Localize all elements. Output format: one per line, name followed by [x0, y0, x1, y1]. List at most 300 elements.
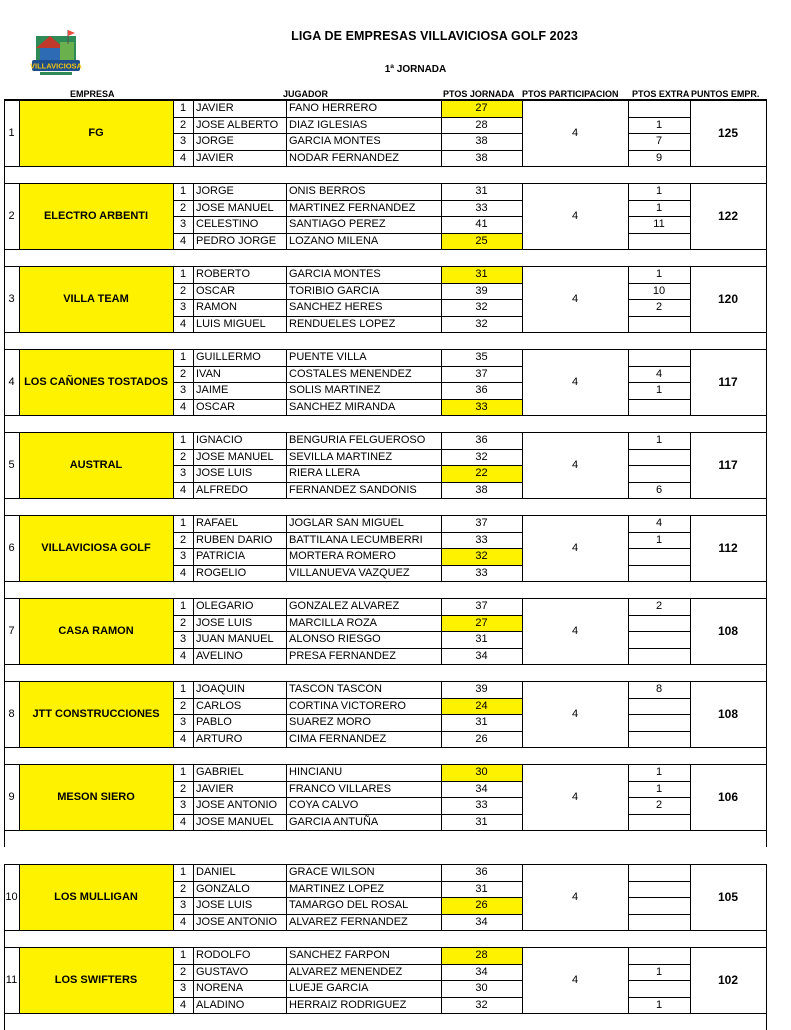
grid-line	[173, 698, 522, 699]
grid-line	[173, 200, 522, 201]
column-header-ptos-jornada: PTOS JORNADA	[443, 89, 515, 99]
grid-line	[4, 432, 767, 433]
ptos-extra-value: 7	[655, 135, 663, 148]
player-number: 1	[179, 102, 187, 114]
grid-line	[766, 864, 767, 931]
player-last-name: GONZALEZ ALVAREZ	[289, 600, 400, 612]
player-first-name: JAIME	[196, 384, 229, 397]
column-header-jugador: JUGADOR	[283, 89, 329, 99]
player-last-name: COSTALES MENENDEZ	[289, 367, 412, 380]
grid-line	[628, 964, 690, 965]
grid-line	[173, 316, 522, 317]
grid-line	[173, 997, 522, 998]
grid-line	[4, 249, 5, 266]
grid-line	[286, 183, 287, 250]
ptos-participacion-value: 4	[571, 625, 579, 638]
player-first-name: OLEGARIO	[196, 600, 254, 612]
ptos-jornada-value: 36	[475, 384, 488, 397]
grid-line	[193, 515, 194, 582]
grid-line	[193, 681, 194, 748]
ptos-jornada-value: 33	[475, 400, 488, 413]
ptos-jornada-value: 33	[475, 201, 488, 214]
grid-line	[766, 664, 767, 681]
ptos-jornada-value: 34	[475, 649, 488, 662]
player-last-name: SANCHEZ MIRANDA	[289, 400, 396, 413]
ptos-jornada-value: 34	[475, 782, 488, 795]
ptos-participacion-value: 4	[571, 891, 579, 904]
team-name: CASA RAMON	[58, 625, 134, 638]
grid-line	[766, 266, 767, 333]
grid-line	[286, 349, 287, 416]
player-number: 1	[179, 683, 187, 695]
player-last-name: GARCIA ANTUÑA	[289, 815, 379, 828]
grid-line	[766, 747, 767, 764]
player-last-name: MARTINEZ FERNANDEZ	[289, 201, 416, 214]
player-first-name: JOSE LUIS	[196, 467, 253, 480]
grid-line	[286, 100, 287, 167]
grid-line	[4, 864, 5, 931]
team-total-points: 108	[717, 624, 739, 639]
ptos-jornada-value: 38	[475, 135, 488, 148]
grid-line	[522, 349, 523, 416]
grid-line	[4, 349, 767, 350]
player-first-name: OSCAR	[196, 400, 236, 413]
grid-line	[4, 664, 5, 681]
player-last-name: CIMA FERNANDEZ	[289, 732, 387, 745]
grid-line	[766, 515, 767, 582]
grid-line	[690, 598, 691, 665]
ptos-jornada-value: 41	[475, 218, 488, 231]
grid-line	[628, 366, 690, 367]
player-last-name: ONIS BERROS	[289, 185, 366, 197]
ptos-jornada-value: 35	[475, 351, 488, 363]
grid-line	[441, 183, 442, 250]
player-first-name: RAMON	[196, 301, 237, 314]
grid-line	[173, 482, 522, 483]
player-first-name: ROBERTO	[196, 268, 250, 280]
ptos-participacion-value: 4	[571, 127, 579, 140]
ptos-extra-value: 9	[655, 151, 663, 164]
grid-line	[4, 581, 767, 582]
player-first-name: RUBEN DARIO	[196, 533, 273, 546]
ptos-extra-value: 2	[655, 600, 663, 612]
player-first-name: JAVIER	[196, 782, 234, 795]
ptos-jornada-value: 33	[475, 566, 488, 579]
player-first-name: JOSE MANUEL	[196, 815, 274, 828]
grid-line	[628, 133, 690, 134]
grid-line	[4, 664, 767, 665]
ptos-jornada-value: 25	[475, 234, 488, 247]
grid-line	[173, 764, 174, 831]
grid-line	[441, 764, 442, 831]
grid-line	[522, 183, 523, 250]
grid-line	[441, 266, 442, 333]
grid-line	[4, 332, 767, 333]
ptos-participacion-value: 4	[571, 293, 579, 306]
ptos-participacion-value: 4	[571, 791, 579, 804]
grid-line	[766, 332, 767, 349]
team-rank: 7	[8, 625, 15, 638]
grid-line	[628, 532, 690, 533]
ptos-jornada-value: 26	[475, 899, 488, 912]
ptos-jornada-value: 31	[475, 815, 488, 828]
grid-line	[628, 233, 690, 234]
player-first-name: ROGELIO	[196, 566, 247, 579]
grid-line	[173, 615, 522, 616]
player-last-name: COYA CALVO	[289, 799, 359, 812]
grid-line	[286, 947, 287, 1014]
grid-line	[19, 432, 20, 499]
grid-line	[628, 814, 690, 815]
player-last-name: ALVAREZ MENENDEZ	[289, 965, 403, 978]
player-first-name: RODOLFO	[196, 949, 251, 961]
grid-line	[4, 415, 5, 432]
grid-line	[193, 764, 194, 831]
ptos-jornada-value: 34	[475, 915, 488, 928]
player-last-name: VILLANUEVA VAZQUEZ	[289, 566, 410, 579]
grid-line	[628, 631, 690, 632]
player-first-name: JUAN MANUEL	[196, 633, 274, 646]
player-last-name: RIERA LLERA	[289, 467, 360, 480]
grid-line	[4, 864, 767, 865]
grid-line	[441, 947, 442, 1014]
player-number: 1	[179, 766, 187, 778]
grid-line	[173, 133, 522, 134]
grid-line	[4, 99, 767, 100]
player-first-name: DANIEL	[196, 866, 236, 878]
player-number: 3	[179, 633, 187, 646]
ptos-jornada-value: 33	[475, 533, 488, 546]
ptos-extra-value: 1	[655, 384, 663, 397]
grid-line	[766, 581, 767, 598]
grid-line	[766, 183, 767, 250]
grid-line	[4, 947, 5, 1014]
team-total-points: 105	[717, 890, 739, 905]
grid-line	[441, 432, 442, 499]
grid-line	[628, 914, 690, 915]
player-number: 3	[179, 799, 187, 812]
team-total-points: 125	[717, 126, 739, 141]
player-first-name: IGNACIO	[196, 434, 243, 446]
player-number: 1	[179, 351, 187, 363]
player-last-name: HINCIANU	[289, 766, 343, 778]
grid-line	[173, 266, 174, 333]
grid-line	[522, 598, 523, 665]
player-number: 2	[179, 616, 187, 629]
player-last-name: NODAR FERNANDEZ	[289, 151, 400, 164]
ptos-jornada-value: 26	[475, 732, 488, 745]
grid-line	[19, 349, 20, 416]
player-last-name: FRANCO VILLARES	[289, 782, 392, 795]
grid-line	[4, 332, 5, 349]
player-last-name: GARCIA MONTES	[289, 135, 381, 148]
team-rank: 5	[8, 459, 15, 472]
player-first-name: PABLO	[196, 716, 232, 729]
grid-line	[173, 881, 522, 882]
player-last-name: TORIBIO GARCIA	[289, 284, 380, 297]
ptos-jornada-value: 32	[475, 301, 488, 314]
player-first-name: CELESTINO	[196, 218, 259, 231]
grid-line	[173, 150, 522, 151]
grid-line	[173, 233, 522, 234]
grid-line	[4, 498, 5, 515]
player-first-name: JOSE ANTONIO	[196, 799, 278, 812]
grid-line	[522, 681, 523, 748]
grid-line	[441, 598, 442, 665]
player-number: 1	[179, 434, 187, 446]
grid-line	[690, 515, 691, 582]
team-total-points: 112	[718, 541, 738, 556]
grid-line	[173, 515, 174, 582]
grid-line	[766, 249, 767, 266]
player-first-name: OSCAR	[196, 284, 236, 297]
grid-line	[628, 897, 690, 898]
ptos-extra-value: 6	[655, 483, 663, 496]
grid-line	[286, 515, 287, 582]
team-rank: 9	[8, 791, 15, 804]
player-last-name: LUEJE GARCIA	[289, 982, 369, 995]
grid-line	[766, 166, 767, 183]
grid-line	[4, 598, 5, 665]
grid-line	[4, 681, 767, 682]
player-number: 2	[179, 118, 187, 131]
grid-line	[173, 631, 522, 632]
player-number: 1	[179, 268, 187, 280]
grid-line	[441, 100, 442, 167]
player-number: 3	[179, 135, 187, 148]
ptos-jornada-value: 31	[475, 633, 488, 646]
ptos-extra-value: 4	[655, 517, 663, 529]
player-last-name: SANTIAGO PEREZ	[289, 218, 386, 231]
ptos-jornada-value: 30	[475, 766, 488, 778]
grid-line	[4, 930, 767, 931]
team-total-points: 108	[717, 707, 739, 722]
player-first-name: IVAN	[196, 367, 221, 380]
grid-line	[173, 980, 522, 981]
team-total-points: 102	[717, 973, 739, 988]
player-number: 4	[179, 815, 187, 828]
grid-line	[173, 399, 522, 400]
grid-line	[286, 864, 287, 931]
player-number: 4	[179, 483, 187, 496]
grid-line	[173, 731, 522, 732]
grid-line	[441, 349, 442, 416]
grid-line	[690, 764, 691, 831]
player-last-name: SANCHEZ HERES	[289, 301, 383, 314]
grid-line	[628, 183, 629, 250]
player-last-name: ALONSO RIESGO	[289, 633, 381, 646]
grid-line	[4, 830, 767, 831]
logo-text: VILLAVICIOSA	[30, 61, 82, 71]
ptos-jornada-value: 33	[475, 799, 488, 812]
grid-line	[173, 648, 522, 649]
player-number: 2	[179, 533, 187, 546]
grid-line	[193, 183, 194, 250]
grid-line	[173, 449, 522, 450]
player-last-name: SEVILLA MARTINEZ	[289, 450, 393, 463]
player-last-name: BATTILANA LECUMBERRI	[289, 533, 423, 546]
grid-line	[173, 598, 174, 665]
ptos-jornada-value: 38	[475, 151, 488, 164]
player-number: 4	[179, 151, 187, 164]
grid-line	[173, 100, 174, 167]
grid-line	[690, 100, 691, 167]
player-number: 4	[179, 732, 187, 745]
ptos-extra-value: 4	[655, 367, 663, 380]
ptos-participacion-value: 4	[571, 708, 579, 721]
ptos-jornada-value: 28	[475, 118, 488, 131]
team-rank: 6	[8, 542, 15, 555]
player-last-name: HERRAIZ RODRIGUEZ	[289, 998, 407, 1011]
player-last-name: LOZANO MILENA	[289, 234, 379, 247]
column-header-empresa: EMPRESA	[70, 89, 115, 99]
ptos-extra-value: 8	[655, 683, 663, 695]
player-first-name: AVELINO	[196, 649, 243, 662]
ptos-jornada-value: 32	[475, 998, 488, 1011]
grid-line	[628, 349, 629, 416]
grid-line	[173, 681, 174, 748]
player-first-name: GUSTAVO	[196, 965, 249, 978]
ptos-extra-value: 2	[655, 301, 663, 314]
grid-line	[628, 117, 690, 118]
player-last-name: CORTINA VICTORERO	[289, 699, 406, 712]
grid-line	[628, 465, 690, 466]
player-number: 4	[179, 234, 187, 247]
grid-line	[19, 598, 20, 665]
grid-line	[766, 100, 767, 167]
grid-line	[441, 515, 442, 582]
player-number: 3	[179, 899, 187, 912]
grid-line	[4, 747, 5, 764]
player-first-name: NORENA	[196, 982, 244, 995]
grid-line	[628, 432, 629, 499]
grid-line	[193, 266, 194, 333]
grid-line	[286, 598, 287, 665]
grid-line	[4, 747, 767, 748]
player-number: 1	[179, 600, 187, 612]
player-last-name: TAMARGO DEL ROSAL	[289, 899, 409, 912]
grid-line	[4, 183, 5, 250]
grid-line	[522, 947, 523, 1014]
player-number: 3	[179, 550, 187, 563]
ptos-jornada-value: 34	[475, 965, 488, 978]
ptos-jornada-value: 31	[475, 185, 488, 197]
ptos-extra-value: 1	[655, 998, 663, 1011]
grid-line	[628, 980, 690, 981]
player-number: 4	[179, 400, 187, 413]
grid-line	[628, 515, 629, 582]
player-first-name: RAFAEL	[196, 517, 239, 529]
player-last-name: PUENTE VILLA	[289, 351, 367, 363]
player-last-name: MARTINEZ LOPEZ	[289, 882, 385, 895]
grid-line	[628, 200, 690, 201]
grid-line	[4, 266, 5, 333]
grid-line	[193, 432, 194, 499]
player-number: 4	[179, 566, 187, 579]
column-header-ptos-extra: PTOS EXTRA	[632, 89, 690, 99]
page-title: LIGA DE EMPRESAS VILLAVICIOSA GOLF 2023	[291, 29, 578, 43]
ptos-jornada-value: 27	[475, 616, 488, 629]
grid-line	[628, 598, 629, 665]
team-total-points: 106	[717, 790, 739, 805]
grid-line	[628, 382, 690, 383]
ptos-extra-value: 1	[655, 434, 663, 446]
ptos-jornada-value: 32	[475, 550, 488, 563]
grid-line	[19, 183, 20, 250]
ptos-participacion-value: 4	[571, 376, 579, 389]
player-first-name: ALADINO	[196, 998, 245, 1011]
player-number: 4	[179, 915, 187, 928]
grid-line	[286, 764, 287, 831]
grid-line	[4, 947, 767, 948]
grid-line	[4, 764, 767, 765]
ptos-jornada-value: 31	[475, 882, 488, 895]
player-first-name: JAVIER	[196, 102, 234, 114]
team-total-points: 117	[718, 375, 738, 390]
grid-line	[628, 299, 690, 300]
grid-line	[690, 349, 691, 416]
grid-line	[766, 764, 767, 831]
player-first-name: JOSE ANTONIO	[196, 915, 278, 928]
grid-line	[628, 100, 629, 167]
grid-line	[4, 930, 5, 947]
grid-line	[628, 764, 629, 831]
grid-line	[173, 299, 522, 300]
player-number: 3	[179, 301, 187, 314]
grid-line	[173, 216, 522, 217]
team-rank: 10	[5, 891, 18, 904]
player-first-name: GONZALO	[196, 882, 250, 895]
player-last-name: SANCHEZ FARPON	[289, 949, 390, 961]
grid-line	[4, 515, 5, 582]
grid-line	[441, 681, 442, 748]
column-header-puntos-empr: PUNTOS EMPR.	[691, 89, 760, 99]
ptos-extra-value: 11	[653, 218, 665, 231]
grid-line	[628, 698, 690, 699]
player-first-name: JORGE	[196, 185, 234, 197]
player-last-name: GARCIA MONTES	[289, 268, 381, 280]
player-first-name: JOSE ALBERTO	[196, 118, 279, 131]
grid-line	[690, 947, 691, 1014]
grid-line	[766, 830, 767, 847]
grid-line	[173, 814, 522, 815]
grid-line	[4, 415, 767, 416]
grid-line	[173, 349, 174, 416]
grid-line	[628, 681, 629, 748]
grid-line	[766, 1013, 767, 1030]
grid-line	[19, 100, 20, 167]
player-first-name: GUILLERMO	[196, 351, 261, 363]
ptos-extra-value: 1	[655, 965, 663, 978]
ptos-jornada-value: 27	[475, 102, 488, 114]
player-first-name: JAVIER	[196, 151, 234, 164]
grid-line	[173, 714, 522, 715]
player-number: 2	[179, 284, 187, 297]
player-last-name: MARCILLA ROZA	[289, 616, 378, 629]
grid-line	[173, 432, 174, 499]
grid-line	[628, 482, 690, 483]
team-total-points: 122	[717, 209, 739, 224]
player-number: 2	[179, 450, 187, 463]
column-header-ptos-participacion: PTOS PARTICIPACION	[522, 89, 619, 99]
grid-line	[766, 681, 767, 748]
grid-line	[4, 764, 5, 831]
ptos-jornada-value: 37	[475, 367, 488, 380]
grid-line	[19, 515, 20, 582]
player-number: 2	[179, 965, 187, 978]
grid-line	[4, 100, 767, 101]
team-name: VILLA TEAM	[63, 293, 129, 306]
